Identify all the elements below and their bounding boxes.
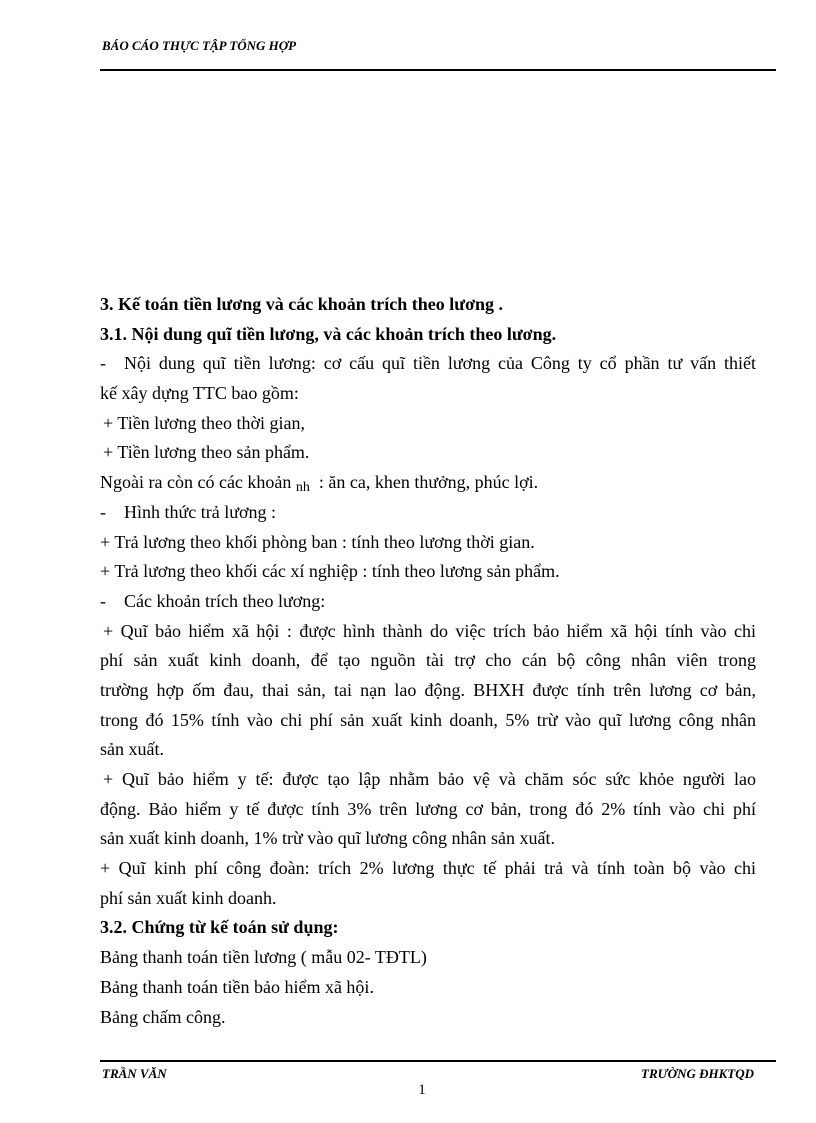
document-item: Bảng thanh toán tiền bảo hiểm xã hội. [100,976,374,997]
page-number: 1 [418,1082,426,1098]
payment-form-text: Hình thức trả lương : [124,501,277,522]
product-wage-item: + Tiền lương theo sản phẩm. [103,442,310,463]
fund-content-text: Nội dung quĩ tiền lương: cơ cấu quĩ tiền lương của Công ty cổ phần tư vấn thiết [124,353,756,374]
bullet-dash: - [100,590,106,611]
section-3-heading: 3. Kế toán tiền lương và các khoản trích theo lương . [100,294,504,314]
time-wage-item: + Tiền lương theo thời gian, [103,412,305,433]
health-insurance-line-2: động. Bảo hiểm y tế được tính 3% trên lương cơ bản, trong đó 2% tính vào chi phí [100,798,756,819]
fund-content-line-1 [100,349,756,379]
fund-content-line-2: kế xây dựng TTC bao gồm: [100,383,299,404]
footer-divider [100,1060,776,1062]
deductions-line [100,587,756,617]
pay-office-item: + Trả lương theo khối phòng ban : tính theo lương thời gian. [100,531,535,552]
social-insurance-line-2: phí sản xuất kinh doanh, để tạo nguồn tài trợ cho cán bộ công nhân viên trong [100,650,756,671]
union-fund-line-1: + Quĩ kinh phí công đoàn: trích 2% lương thực tế phải trả và tính toàn bộ vào chi [100,858,756,879]
other-allowances-subscript: nh [295,480,310,496]
header-divider [100,69,776,71]
health-insurance-line-3: sản xuất kinh doanh, 1% trừ vào quĩ lương công nhân sản xuất. [100,828,555,849]
footer-school: TRƯỜNG ĐHKTQD [641,1066,754,1081]
bullet-dash: - [100,501,106,522]
footer-author: TRẦN VĂN [102,1066,167,1081]
other-allowances-line [100,468,756,498]
deductions-text: Các khoản trích theo lương: [124,590,326,611]
social-insurance-line-4: trong đó 15% tính vào chi phí sản xuất kinh doanh, 5% trừ vào quĩ lương công nhân [100,709,756,730]
pay-enterprise-item: + Trả lương theo khối các xí nghiệp : tính theo lương sản phẩm. [100,561,560,582]
social-insurance-line-3: trường hợp ốm đau, thai sản, tai nạn lao động. BHXH được tính trên lương cơ bản, [100,679,756,700]
section-3-1-heading: 3.1. Nội dung quĩ tiền lương, và các khoản trích theo lương. [100,323,557,344]
document-body [100,290,756,1032]
payment-form-line [100,498,756,528]
header-title: BÁO CÁO THỰC TẬP TỔNG HỢP [102,38,297,53]
other-allowances-suffix: : ăn ca, khen thưởng, phúc lợi. [318,472,539,493]
section-3-2-heading: 3.2. Chứng từ kế toán sử dụng: [100,917,339,938]
union-fund-line-2: phí sản xuất kinh doanh. [100,887,277,908]
other-allowances-prefix: Ngoài ra còn có các khoản [100,472,292,493]
bullet-dash: - [100,353,106,374]
document-item: Bảng thanh toán tiền lương ( mẫu 02- TĐTL) [100,947,427,968]
social-insurance-line-5: sản xuất. [100,739,164,760]
social-insurance-line-1: + Quĩ bảo hiểm xã hội : được hình thành do việc trích bảo hiểm xã hội tính vào chi [103,620,756,641]
document-item: Bảng chấm công. [100,1006,226,1027]
health-insurance-line-1: + Quĩ bảo hiểm y tế: được tạo lập nhằm bảo vệ và chăm sóc sức khỏe người lao [103,769,756,789]
